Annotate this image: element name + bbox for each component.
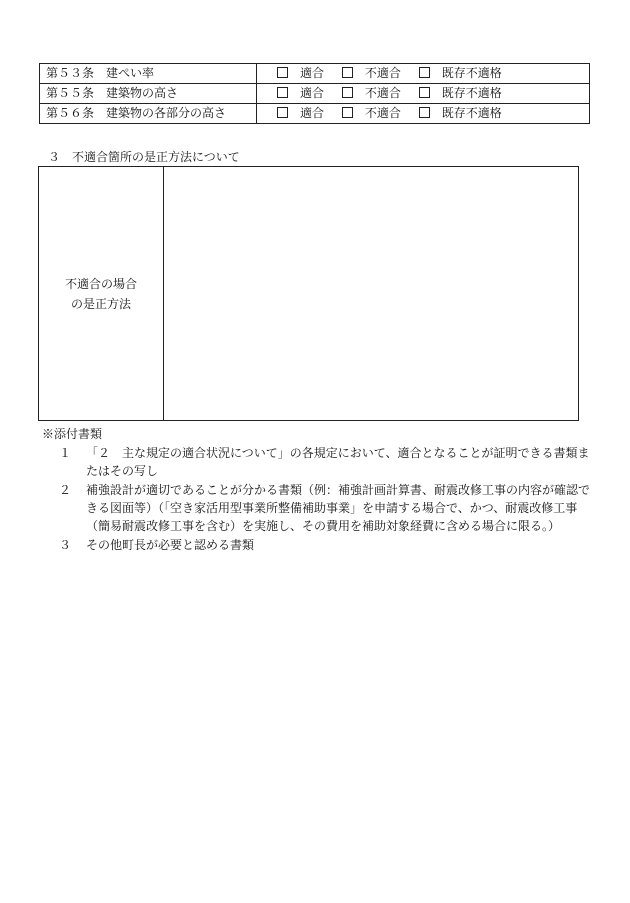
rule-options bbox=[257, 64, 590, 84]
correction-method-table bbox=[38, 166, 579, 421]
building-rules-table bbox=[39, 63, 590, 124]
existing-nonconform-option[interactable]: 既存不適格 bbox=[419, 84, 502, 103]
correction-method-label: 不適合の場合 の是正方法 bbox=[64, 276, 137, 311]
correction-method-label-cell bbox=[39, 167, 164, 420]
checkbox[interactable] bbox=[342, 67, 353, 78]
checkbox[interactable] bbox=[277, 107, 288, 118]
list-item bbox=[40, 536, 592, 554]
existing-nonconform-option[interactable]: 既存不適格 bbox=[419, 64, 502, 83]
checkbox[interactable] bbox=[419, 87, 430, 98]
item-text: 「２ 主な規定の適合状況について」の各規定において、適合となることが証明できる書類またはその写し bbox=[86, 446, 590, 478]
correction-method-input[interactable] bbox=[164, 167, 578, 420]
list-item bbox=[40, 481, 592, 535]
section-3-heading bbox=[48, 149, 240, 165]
rule-options bbox=[257, 104, 590, 124]
table-row bbox=[40, 84, 590, 104]
item-number: １ bbox=[59, 446, 72, 460]
rule-article: 第５６条 建築物の各部分の高さ bbox=[40, 104, 257, 124]
rule-article: 第５３条 建ぺい率 bbox=[40, 64, 257, 84]
checkbox[interactable] bbox=[419, 107, 430, 118]
section-number: ３ bbox=[48, 150, 61, 164]
checkbox[interactable] bbox=[419, 67, 430, 78]
checkbox[interactable] bbox=[342, 107, 353, 118]
section-title: 不適合箇所の是正方法について bbox=[72, 150, 240, 164]
item-number: ３ bbox=[59, 538, 72, 552]
rule-options bbox=[257, 84, 590, 104]
list-item bbox=[40, 444, 592, 480]
attachments-heading: ※添付書類 bbox=[42, 427, 103, 441]
checkbox[interactable] bbox=[277, 87, 288, 98]
existing-nonconform-option[interactable]: 既存不適格 bbox=[419, 104, 502, 123]
checkbox[interactable] bbox=[342, 87, 353, 98]
nonconform-option[interactable]: 不適合 bbox=[342, 84, 401, 103]
item-text: 補強設計が適切であることが分かる書類（例：補強計画計算書、耐震改修工事の内容が確認できる図面等）（「空き家活用型事業所整備補助事業」を申請する場合で、かつ、耐震改修工事（簡易耐震改修工事を含む）を実施し、その費用を補助対象経費に含める場合に限る。） bbox=[86, 483, 591, 533]
checkbox[interactable] bbox=[277, 67, 288, 78]
nonconform-option[interactable]: 不適合 bbox=[342, 64, 401, 83]
conform-option[interactable]: 適合 bbox=[277, 104, 324, 123]
table-row bbox=[40, 64, 590, 84]
item-number: ２ bbox=[59, 483, 72, 497]
conform-option[interactable]: 適合 bbox=[277, 84, 324, 103]
conform-option[interactable]: 適合 bbox=[277, 64, 324, 83]
item-text: その他町長が必要と認める書類 bbox=[86, 538, 255, 552]
rule-article: 第５５条 建築物の高さ bbox=[40, 84, 257, 104]
attachments-list bbox=[40, 444, 592, 555]
table-row bbox=[40, 104, 590, 124]
nonconform-option[interactable]: 不適合 bbox=[342, 104, 401, 123]
